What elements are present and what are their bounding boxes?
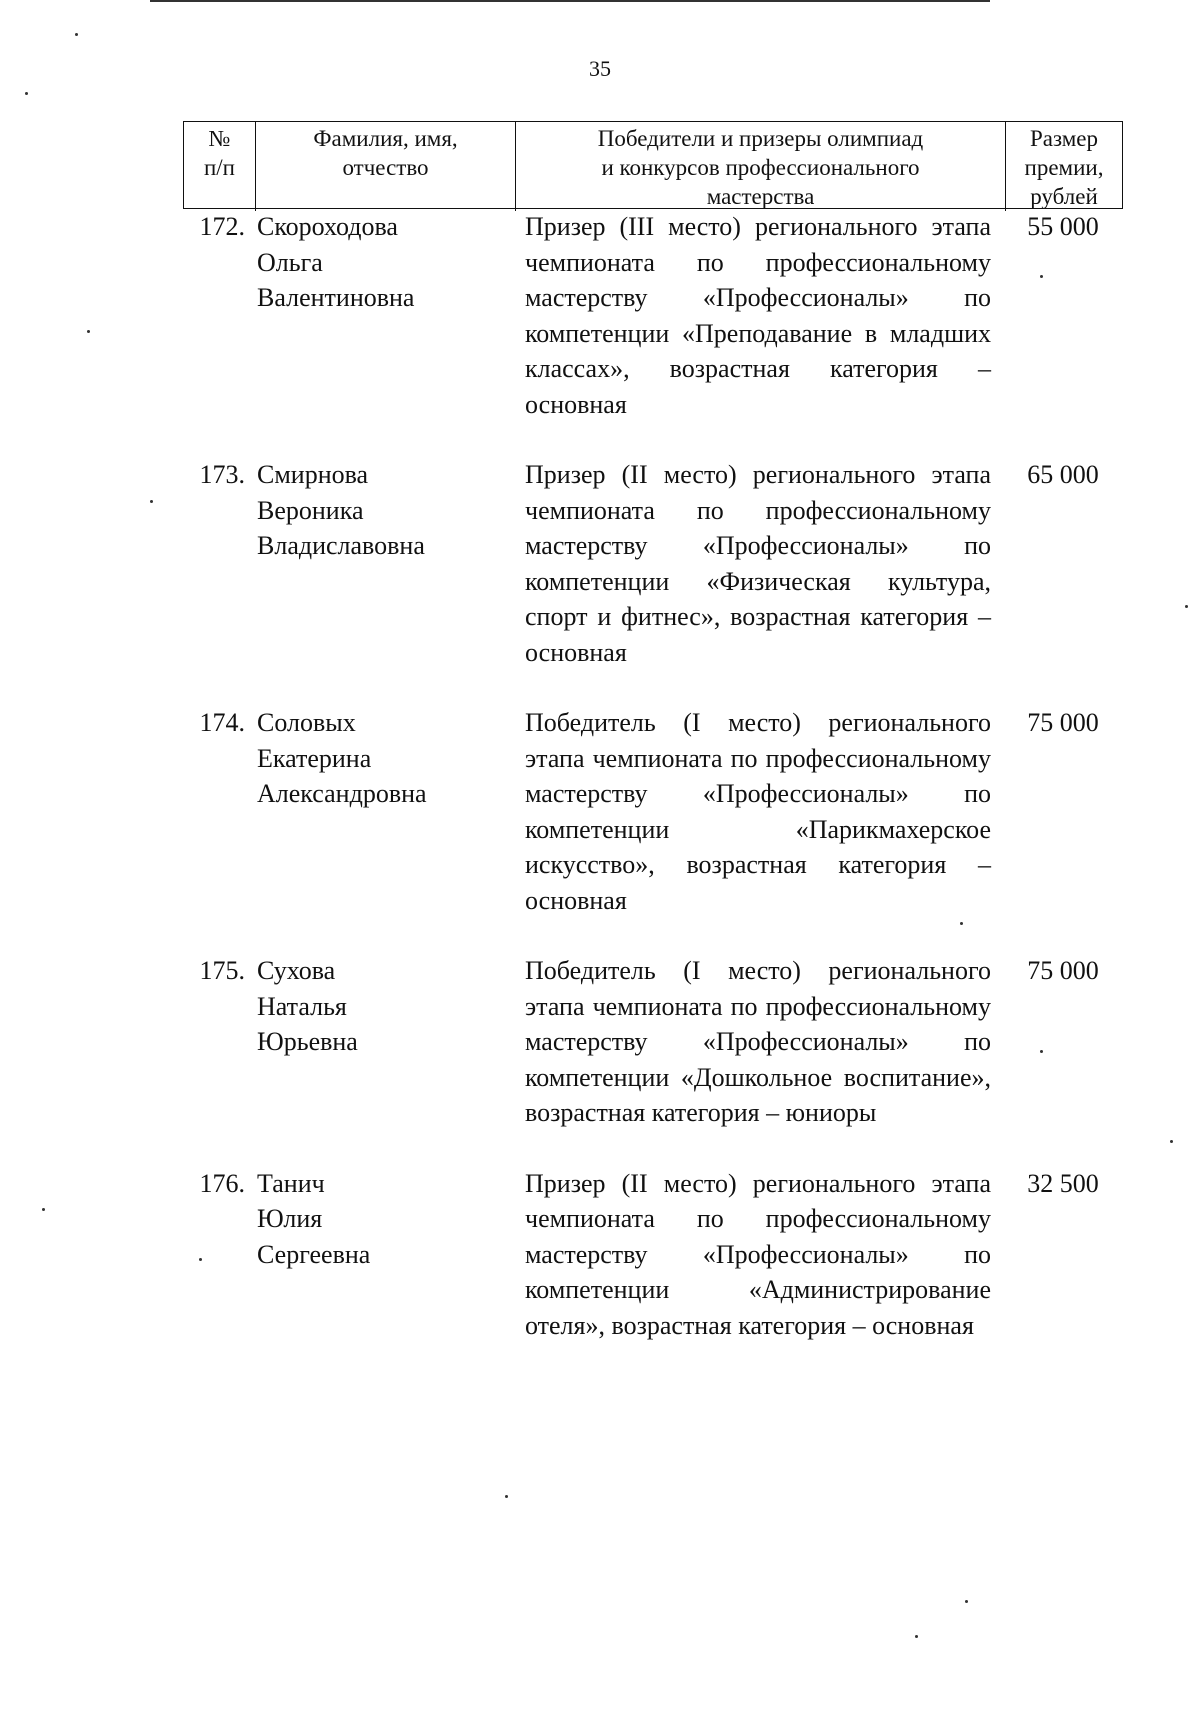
row-number: 172. (199, 212, 245, 241)
table-row (183, 457, 1123, 670)
scan-speck (915, 1635, 918, 1638)
table-body (183, 209, 1123, 1343)
scan-speck (1170, 1140, 1173, 1143)
row-achievement: Призер (II место) регионального этапа чемпионата по профессиональному мастерству «Профессионалы» по компетенции «Администрирование отеля», возрастная категория – основная (525, 1168, 991, 1340)
table-row (183, 209, 1123, 422)
scan-speck (150, 500, 153, 503)
row-prize: 75 000 (1027, 708, 1099, 737)
row-fio: Сухова Наталья Юрьевна (257, 956, 358, 1056)
row-fio: Танич Юлия Сергеевна (257, 1168, 371, 1269)
header-number: № п/п (184, 122, 256, 211)
awards-table (183, 121, 1123, 1378)
scan-speck (42, 1208, 45, 1211)
row-fio: Скороходова Ольга Валентиновна (257, 212, 415, 312)
scan-speck (199, 1258, 202, 1261)
row-achievement: Победитель (I место) регионального этапа чемпионата по профессиональному мастерству «Профессионалы» по компетенции «Парикмахерское искусство», возрастная категория – основная (525, 708, 991, 915)
scan-speck (960, 922, 963, 925)
header-fio: Фамилия, имя, отчество (256, 122, 516, 211)
scan-speck (1040, 1050, 1043, 1053)
scan-speck (75, 33, 78, 36)
row-number: 174. (199, 708, 245, 737)
row-number: 173. (199, 460, 245, 489)
row-achievement: Призер (III место) регионального этапа чемпионата по профессиональному мастерству «Профессионалы» по компетенции «Преподавание в младших классах», возрастная категория – основная (525, 212, 991, 419)
row-number: 175. (199, 956, 245, 985)
row-fio: Смирнова Вероника Владиславовна (257, 460, 425, 560)
row-achievement: Призер (II место) регионального этапа чемпионата по профессиональному мастерству «Профессионалы» по компетенции «Физическая культура, спорт и фитнес», возрастная категория – основная (525, 460, 991, 667)
row-prize: 75 000 (1027, 956, 1099, 985)
row-number: 176. (199, 1168, 245, 1198)
table-row (183, 953, 1123, 1131)
header-prize: Размер премии, рублей (1024, 126, 1104, 209)
scan-speck (965, 1600, 968, 1603)
table-row (183, 705, 1123, 918)
page-number: 35 (589, 56, 611, 81)
row-achievement: Победитель (I место) регионального этапа чемпионата по профессиональному мастерству «Профессионалы» по компетенции «Дошкольное воспитание», возрастная категория – юниоры (525, 956, 991, 1127)
scan-speck (87, 330, 90, 333)
header-achievement: Победители и призеры олимпиад и конкурсов профессионального мастерства (516, 122, 1006, 211)
scan-speck (25, 92, 28, 95)
row-fio: Соловых Екатерина Александровна (257, 708, 427, 808)
row-prize: 55 000 (1027, 212, 1099, 241)
top-rule (150, 0, 990, 2)
row-prize: 65 000 (1027, 460, 1099, 489)
scan-speck (1040, 275, 1043, 278)
table-header (183, 121, 1123, 209)
scan-speck (505, 1495, 508, 1498)
row-prize: 32 500 (1027, 1168, 1099, 1198)
scan-speck (1185, 605, 1188, 608)
table-row (183, 1166, 1123, 1344)
